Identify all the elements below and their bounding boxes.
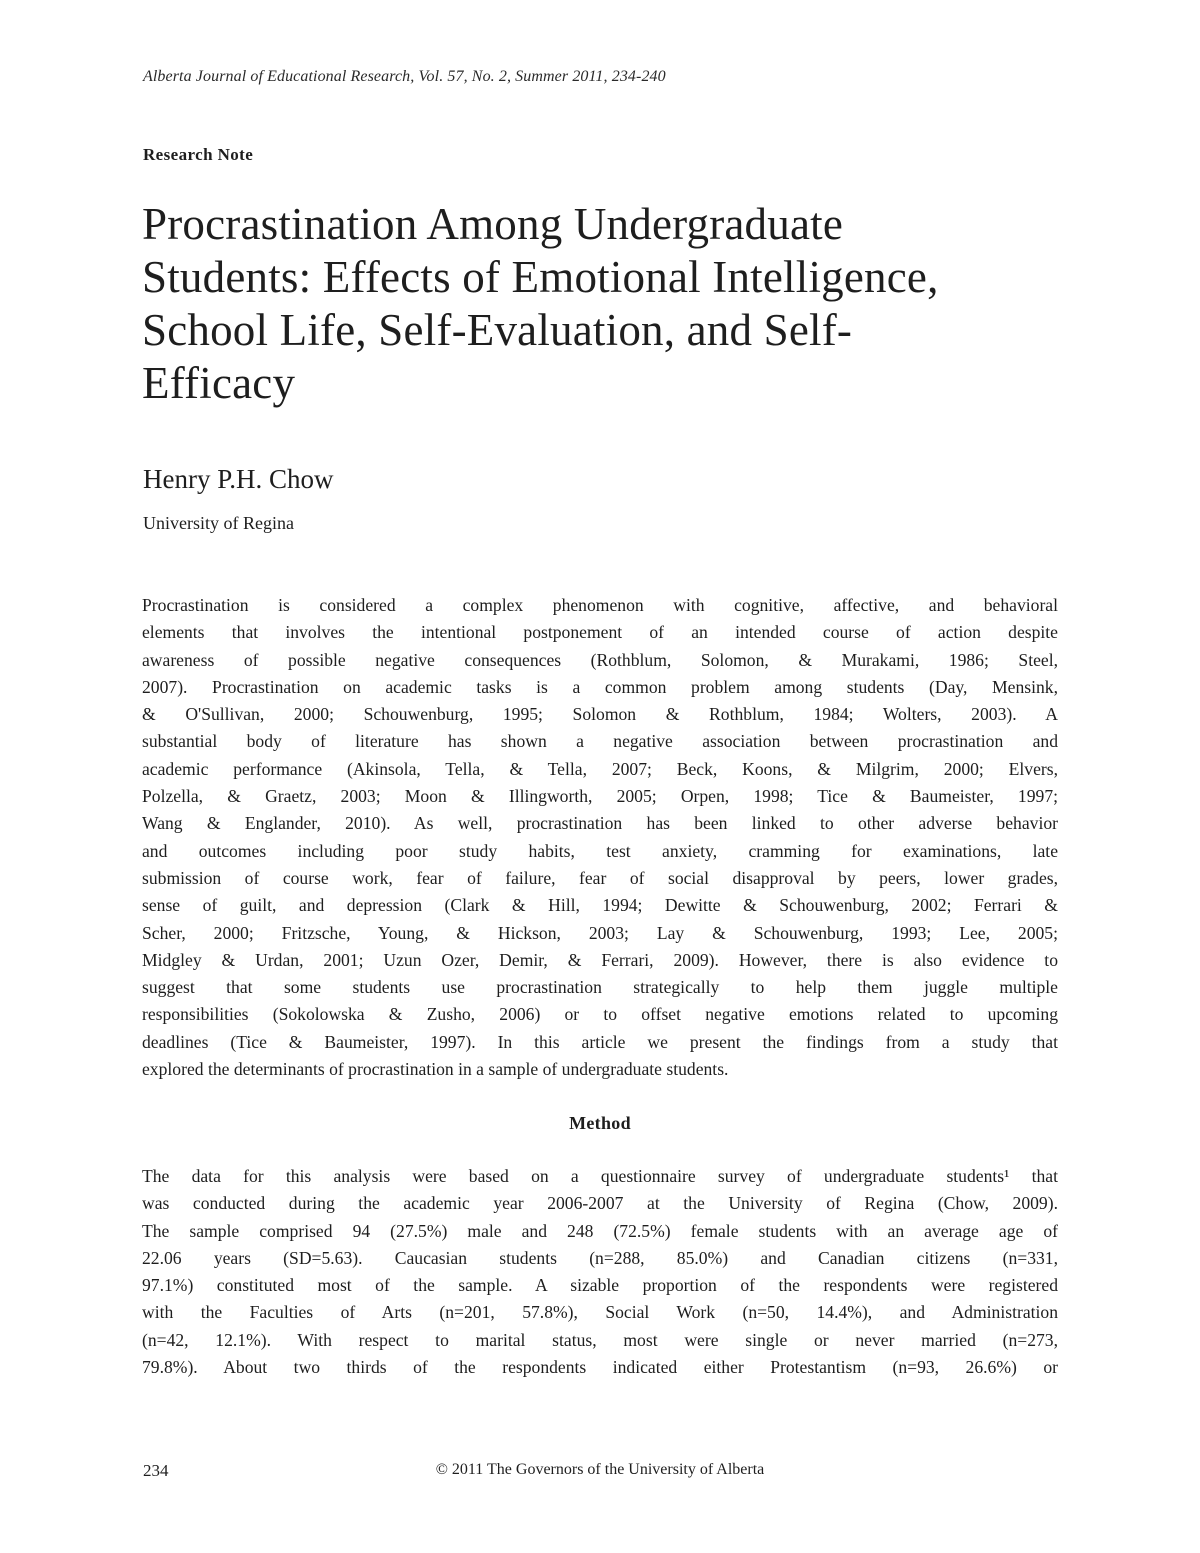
article-type-label: Research Note (143, 145, 254, 164)
body-line: Midgley & Urdan, 2001; Uzun Ozer, Demir, & Ferrari, 2009). However, there is also evidence to (142, 949, 1058, 970)
body-line: 79.8%). About two thirds of the respondents indicated either Protestantism (n=93, 26.6%) or (142, 1357, 1058, 1378)
title-line: Efficacy (142, 358, 296, 408)
body-line: and outcomes including poor study habits, test anxiety, cramming for examinations, late (142, 840, 1058, 861)
body-line: & O'Sullivan, 2000; Schouwenburg, 1995; Solomon & Rothblum, 1984; Wolters, 2003). A (142, 704, 1058, 725)
journal-citation: Alberta Journal of Educational Research, Vol. 57, No. 2, Summer 2011, 234-240 (143, 68, 666, 85)
title-line: Students: Effects of Emotional Intelligence, (142, 252, 939, 302)
body-line: 97.1%) constituted most of the sample. A sizable proportion of the respondents were registered (142, 1275, 1058, 1296)
section-heading-method: Method (569, 1113, 631, 1133)
body-line: awareness of possible negative consequences (Rothblum, Solomon, & Murakami, 1986; Steel, (142, 649, 1058, 670)
body-line: 22.06 years (SD=5.63). Caucasian students (n=288, 85.0%) and Canadian citizens (n=331, (142, 1247, 1058, 1268)
author-name: Henry P.H. Chow (143, 464, 334, 494)
body-line: The data for this analysis were based on a questionnaire survey of undergraduate students¹ that (142, 1166, 1058, 1186)
body-line: submission of course work, fear of failure, fear of social disapproval by peers, lower grades, (142, 867, 1058, 888)
body-line: deadlines (Tice & Baumeister, 1997). In this article we present the findings from a study that (142, 1031, 1058, 1052)
body-line: responsibilities (Sokolowska & Zusho, 2006) or to offset negative emotions related to upcoming (142, 1004, 1058, 1025)
body-line: (n=42, 12.1%). With respect to marital status, most were single or never married (n=273, (142, 1329, 1058, 1350)
body-line: 2007). Procrastination on academic tasks is a common problem among students (Day, Mensink, (142, 676, 1058, 697)
body-line: The sample comprised 94 (27.5%) male and 248 (72.5%) female students with an average age of (142, 1220, 1058, 1241)
body-line: Scher, 2000; Fritzsche, Young, & Hickson, 2003; Lay & Schouwenburg, 1993; Lee, 2005; (142, 922, 1058, 943)
body-line: was conducted during the academic year 2006-2007 at the University of Regina (Chow, 2009). (142, 1193, 1058, 1214)
body-line: elements that involves the intentional postponement of an intended course of action despite (142, 622, 1058, 643)
title-line: School Life, Self-Evaluation, and Self- (142, 305, 853, 355)
method-paragraph (142, 1163, 1058, 1381)
article-title (142, 198, 1072, 410)
page-number: 234 (143, 1461, 169, 1480)
body-line: Polzella, & Graetz, 2003; Moon & Illingworth, 2005; Orpen, 1998; Tice & Baumeister, 1997; (142, 786, 1058, 807)
body-line: substantial body of literature has shown a negative association between procrastination and (142, 731, 1058, 752)
body-line: academic performance (Akinsola, Tella, & Tella, 2007; Beck, Koons, & Milgrim, 2000; Elvers, (142, 758, 1058, 779)
author-affiliation: University of Regina (143, 513, 294, 533)
body-line: sense of guilt, and depression (Clark & Hill, 1994; Dewitte & Schouwenburg, 2002; Ferrari & (142, 895, 1058, 916)
body-line: Procrastination is considered a complex phenomenon with cognitive, affective, and behavioral (142, 595, 1058, 615)
title-line: Procrastination Among Undergraduate (142, 199, 844, 249)
body-line: suggest that some students use procrastination strategically to help them juggle multiple (142, 977, 1058, 998)
body-line: Wang & Englander, 2010). As well, procrastination has been linked to other adverse behavior (142, 813, 1058, 834)
intro-paragraph (142, 592, 1058, 1083)
body-line: with the Faculties of Arts (n=201, 57.8%), Social Work (n=50, 14.4%), and Administration (142, 1302, 1058, 1323)
body-line: explored the determinants of procrastination in a sample of undergraduate students. (142, 1059, 729, 1080)
copyright-notice: © 2011 The Governors of the University of Alberta (435, 1461, 765, 1478)
